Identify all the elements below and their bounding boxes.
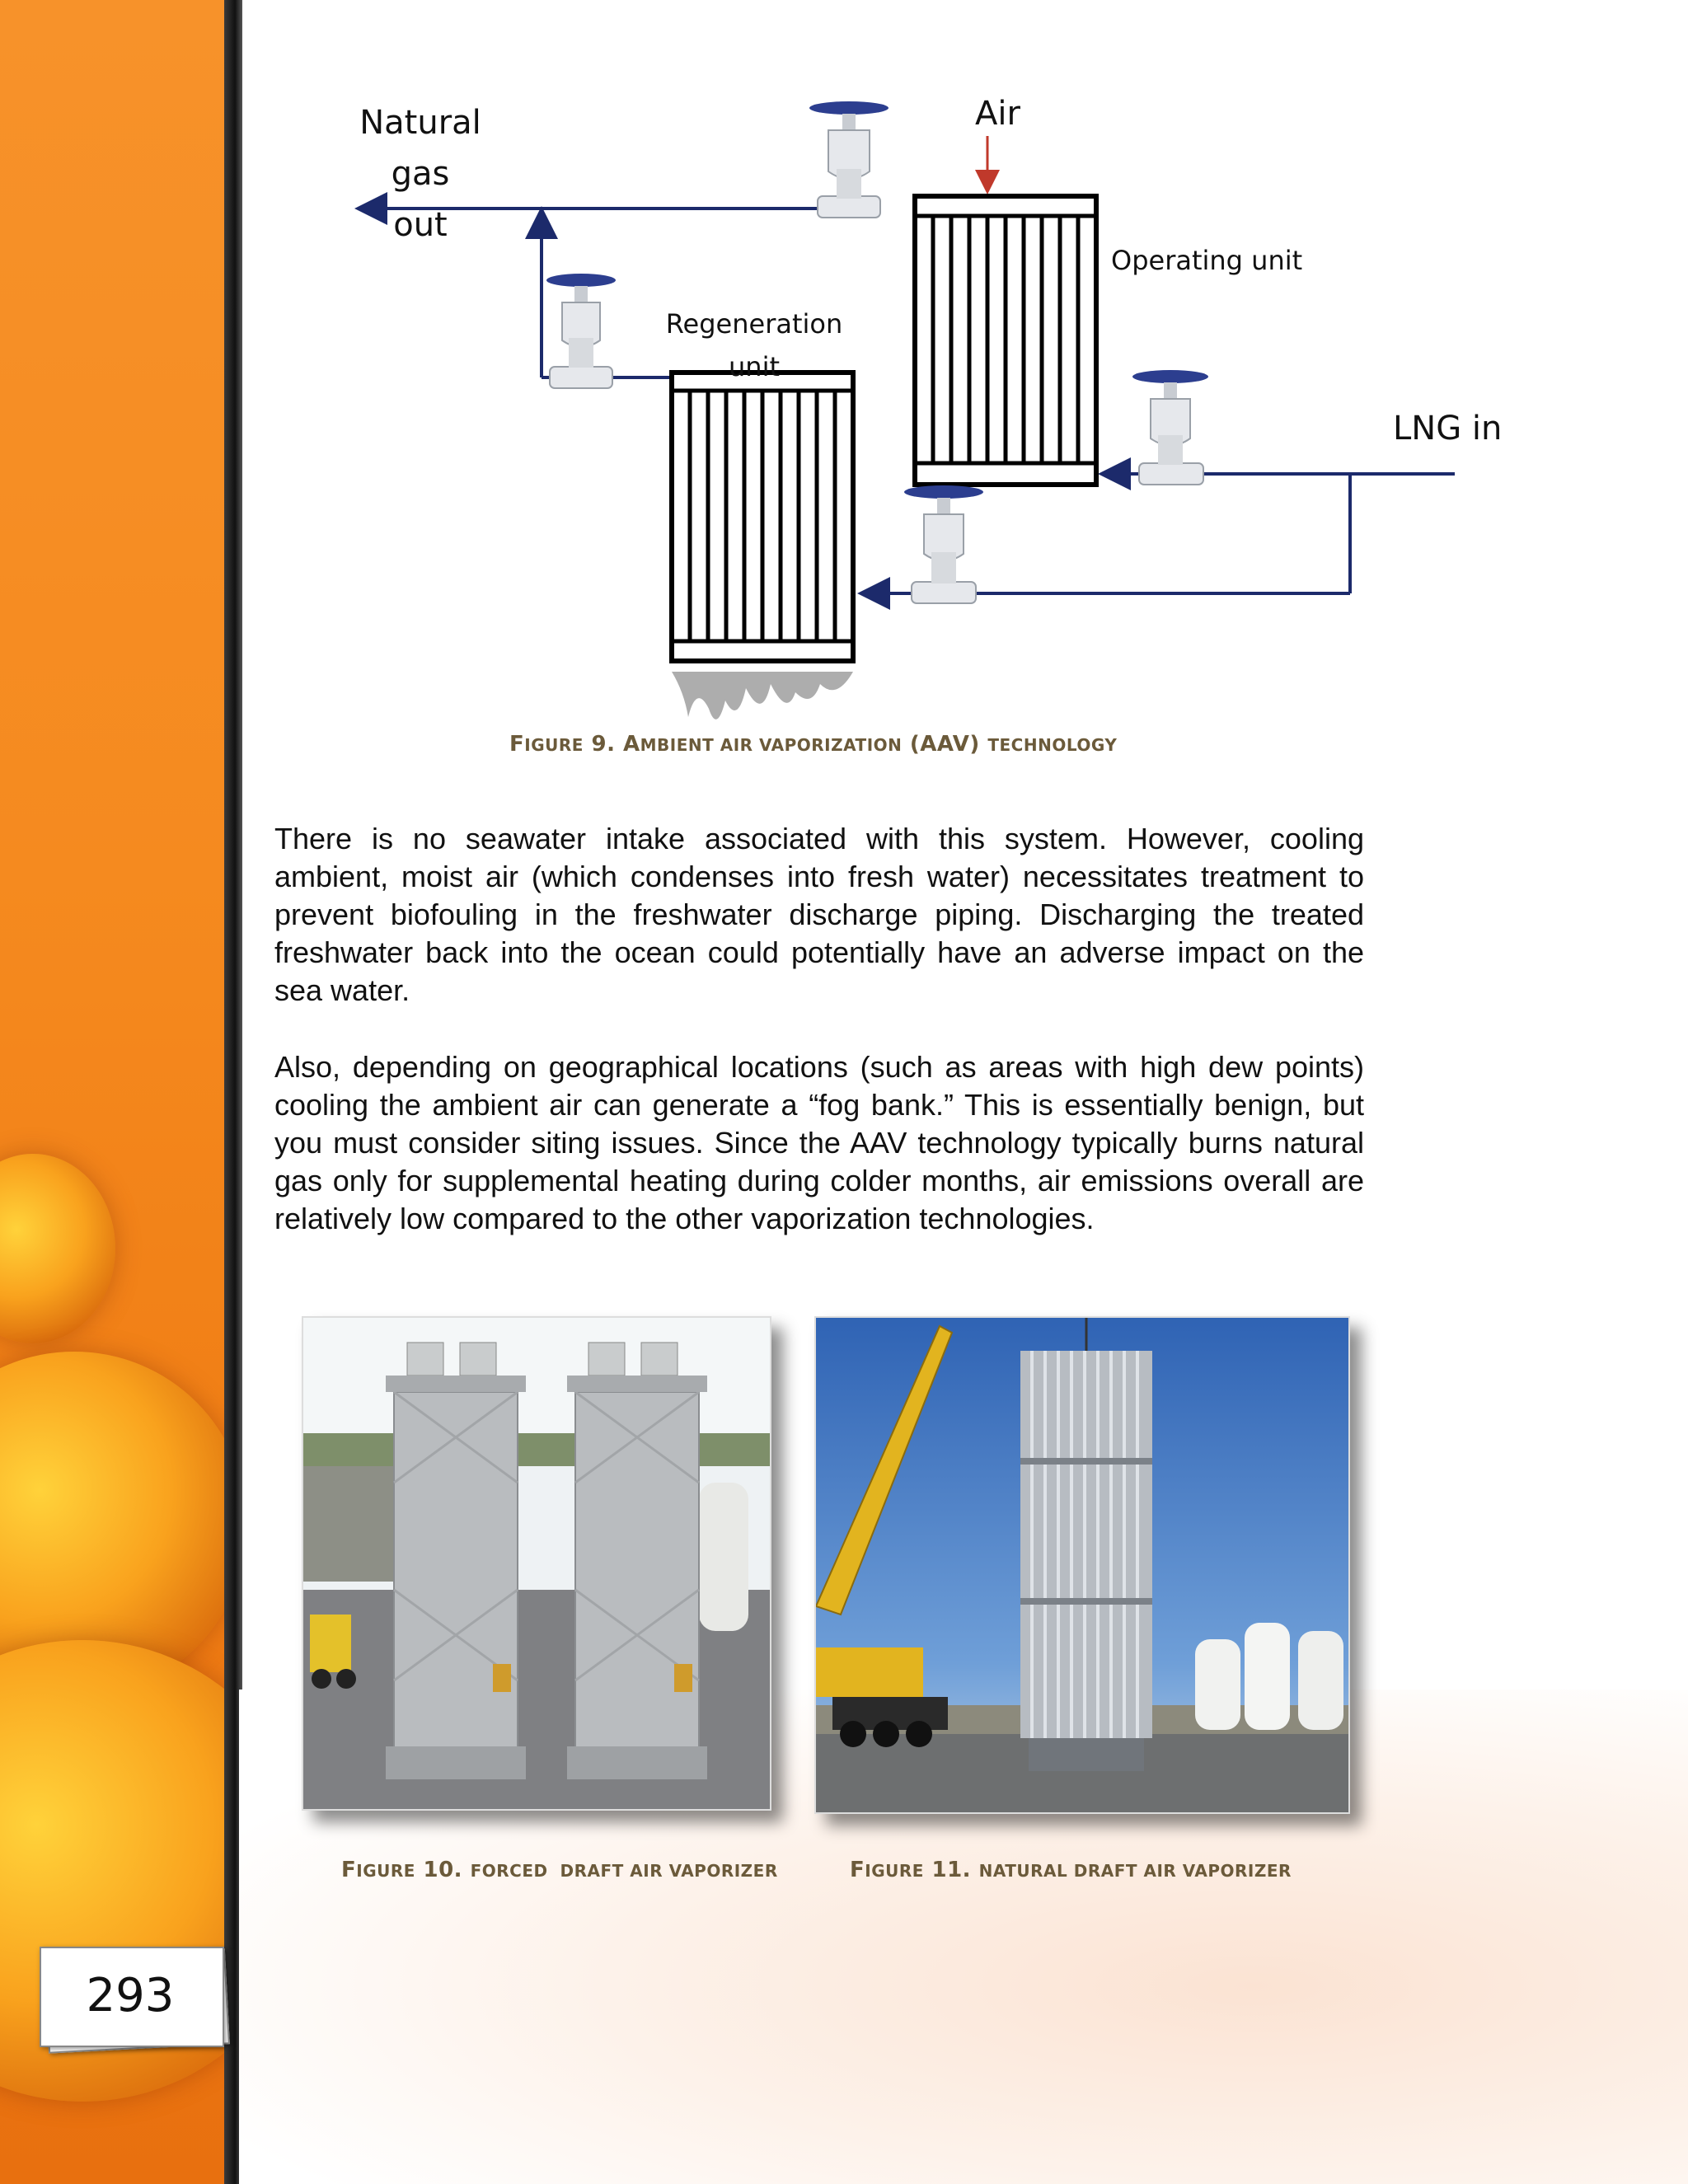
natural-gas-out-label xyxy=(330,97,511,251)
valve-right-icon xyxy=(1132,370,1208,485)
paragraph-1: There is no seawater intake associated with this system. However, cooling ambient, moist air (which condenses into fresh water) necessitates treatment to prevent biofouling in the freshwater discharge piping. Discharging the treated freshwater back into the ocean could potentially have an adverse impact on the sea water. xyxy=(274,822,1364,1007)
valve-top-icon xyxy=(809,101,889,218)
figure-9-caption xyxy=(509,732,1117,757)
regeneration-unit-exchanger xyxy=(672,373,853,719)
ice-drip-shadow xyxy=(672,672,853,719)
natural-draft-vaporizer-photo xyxy=(814,1316,1350,1814)
fig9-title-a-big: A xyxy=(623,732,640,757)
fig11-prefix-sm: IGURE xyxy=(865,1861,924,1881)
figure-11-caption xyxy=(850,1858,1292,1882)
natural-gas-label-line1: Natural gas xyxy=(359,104,481,193)
fig9-title-c-sm: TECHNOLOGY xyxy=(987,735,1118,755)
globe-decoration-1 xyxy=(0,1154,115,1343)
forced-draft-vaporizer-photo xyxy=(302,1316,771,1811)
figure-10-caption xyxy=(341,1858,778,1882)
fig9-prefix-sm: IGURE xyxy=(524,735,584,755)
fig9-title-a-sm: MBIENT AIR VAPORIZATION xyxy=(640,735,903,755)
fig10-number: 10. xyxy=(415,1858,471,1882)
fig10-title: FORCED DRAFT AIR VAPORIZER xyxy=(470,1861,778,1881)
regeneration-label-line2: unit xyxy=(729,351,780,382)
page-number: 293 xyxy=(86,1968,175,2022)
aav-diagram xyxy=(0,0,1688,742)
page-number-box xyxy=(40,1947,226,2049)
air-label: Air xyxy=(975,95,1020,133)
valve-bottom-icon xyxy=(904,485,983,603)
lng-in-label: LNG in xyxy=(1393,410,1503,448)
fig11-prefix-big: F xyxy=(850,1858,865,1882)
regeneration-unit-label xyxy=(663,302,845,388)
regeneration-label-line1: Regeneration xyxy=(665,308,843,340)
fig9-number: 9. xyxy=(583,732,624,757)
operating-unit-exchanger xyxy=(915,196,1096,485)
valve-left-icon xyxy=(546,274,616,388)
natural-gas-label-line2: out xyxy=(393,206,448,244)
fig11-number: 11. xyxy=(923,1858,979,1882)
fig10-prefix-big: F xyxy=(341,1858,357,1882)
fig9-prefix-big: F xyxy=(509,732,525,757)
forced-draft-photo-svg xyxy=(303,1318,770,1809)
natural-draft-photo-svg xyxy=(816,1318,1348,1812)
fig10-prefix-sm: IGURE xyxy=(356,1861,415,1881)
fig9-title-b: (AAV) xyxy=(902,732,988,757)
operating-unit-label: Operating unit xyxy=(1111,245,1303,276)
fig11-title: NATURAL DRAFT AIR VAPORIZER xyxy=(978,1861,1292,1881)
paragraph-2: Also, depending on geographical locations (such as areas with high dew points) cooling the ambient air can generate a “fog bank.” This is essentially benign, but you must consider siting issues. Since the AAV technology typically burns natural gas only for supplemental heating during colder months, air emissions overall are relatively low compared to the other vaporization technologies. xyxy=(274,1050,1364,1235)
